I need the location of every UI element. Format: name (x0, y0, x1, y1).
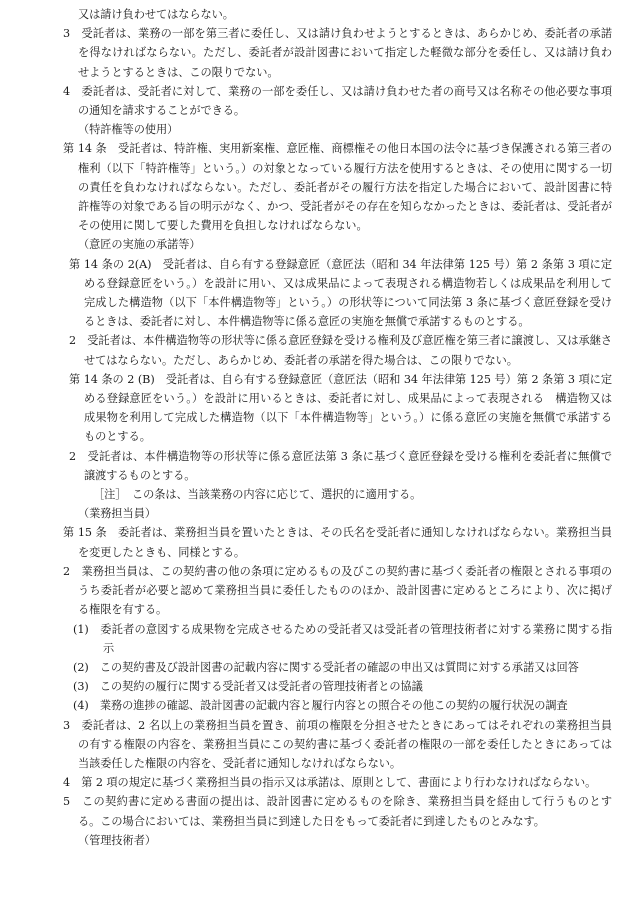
list-item: (1) 委託者の意図する成果物を完成させるための受託者又は受託者の管理技術者に対する業務に関する指示 (73, 622, 612, 655)
article-paragraph: 第 14 条の 2 (B) 受託者は、自ら有する登録意匠（意匠法（昭和 34 年法律第 125 号）第 2 条第 3 項に定める登録意匠をいう。）を設計に用いるときは、委託者に対し、成果品によって表現される 構造物又は成果物を利用して完成した構造物（以下「本件構造物等」という。）に係る意匠の実施を無償で承諾するものとする。 (69, 372, 612, 444)
paragraph: 3 受託者は、業務の一部を第三者に委任し、又は請け負わせようとするときは、あらかじめ、委託者の承諾を得なければならない。ただし、委託者が設計図書において指定した軽微な部分を委任し、又は請け負わせようとするときは、この限りでない。 (63, 27, 612, 79)
note-text: ［注］ この条は、当該業務の内容に応じて、選択的に適用する。 (93, 488, 422, 502)
list-item: (3) この契約の履行に関する受託者又は受託者の管理技術者との協議 (73, 680, 423, 694)
section-heading: （意匠の実施の承諾等） (78, 238, 201, 252)
paragraph: 4 委託者は、受託者に対して、業務の一部を委任し、又は請け負わせた者の商号又は名称その他必要な事項の通知を請求することができる。 (63, 84, 612, 118)
section-heading: （管理技術者） (78, 833, 156, 847)
paragraph: 2 受託者は、本件構造物等の形状等に係る意匠登録を受ける権利及び意匠権を第三者に譲渡し、又は承継させてはならない。ただし、あらかじめ、委託者の承諾を得た場合は、この限りでない。 (69, 334, 612, 367)
list-item: (4) 業務の進捗の確認、設計図書の記載内容と履行内容との照合その他この契約の履行状況の調査 (73, 699, 568, 713)
paragraph: 5 この契約書に定める書面の提出は、設計図書に定めるものを除き、業務担当員を経由して行うものとする。この場合においては、業務担当員に到達した日をもって委託者に到達したものとみなす。 (63, 795, 612, 828)
article-paragraph: 第 14 条の 2(A) 受託者は、自ら有する登録意匠（意匠法（昭和 34 年法律第 125 号）第 2 条第 3 項に定める登録意匠をいう。）を設計に用い、又は成果品によって表現される構造物若しくは成果品を利用して完成した構造物（以下「本件構造物等」という。）の形状等について同法第 3 条に基づく意匠登録を受けるときは、委託者に対し、本件構造物等に係る意匠の実施を無償で承諾するものとする。 (69, 257, 612, 329)
paragraph: 3 委託者は、2 名以上の業務担当員を置き、前項の権限を分担させたときにあってはそれぞれの業務担当員の有する権限の内容を、業務担当員にこの契約書に基づく委託者の権限の一部を委任したときにあっては当該委任した権限の内容を、受託者に通知しなければならない。 (63, 718, 612, 770)
continuation-text: 又は請け負わせてはならない。 (78, 8, 234, 21)
article-paragraph: 第 15 条 委託者は、業務担当員を置いたときは、その氏名を受託者に通知しなければならない。業務担当員を変更したときも、同様とする。 (63, 526, 612, 559)
paragraph: 4 第 2 項の規定に基づく業務担当員の指示又は承諾は、原則として、書面により行わなければならない。 (63, 776, 597, 790)
section-heading: （業務担当員） (78, 507, 156, 521)
document-page (0, 5, 630, 850)
paragraph: 2 業務担当員は、この契約書の他の条項に定めるもの及びこの契約書に基づく委託者の権限とされる事項のうち委託者が必要と認めて業務担当員に委任したもののほか、設計図書に定めるところにより、次に掲げる権限を有する。 (63, 564, 612, 617)
article-paragraph: 第 14 条 受託者は、特許権、実用新案権、意匠権、商標権その他日本国の法令に基づき保護される第三者の権利（以下「特許権等」という。）の対象となっている履行方法を使用するときは、その使用に関する一切の責任を負わなければならない。ただし、委託者がその履行方法を指定した場合において、設計図書に特許権等の対象である旨の明示がなく、かつ、受託者がその存在を知らなかったときは、委託者は、受託者がその使用に関して要した費用を負担しなければならない。 (63, 142, 612, 233)
paragraph: 2 受託者は、本件構造物等の形状等に係る意匠法第 3 条に基づく意匠登録を受ける権利を委託者に無償で譲渡するものとする。 (69, 449, 612, 482)
section-heading: （特許権等の使用） (78, 123, 179, 137)
list-item: (2) この契約書及び設計図書の記載内容に関する受託者の確認の申出又は質問に対する承諾又は回答 (73, 660, 579, 674)
